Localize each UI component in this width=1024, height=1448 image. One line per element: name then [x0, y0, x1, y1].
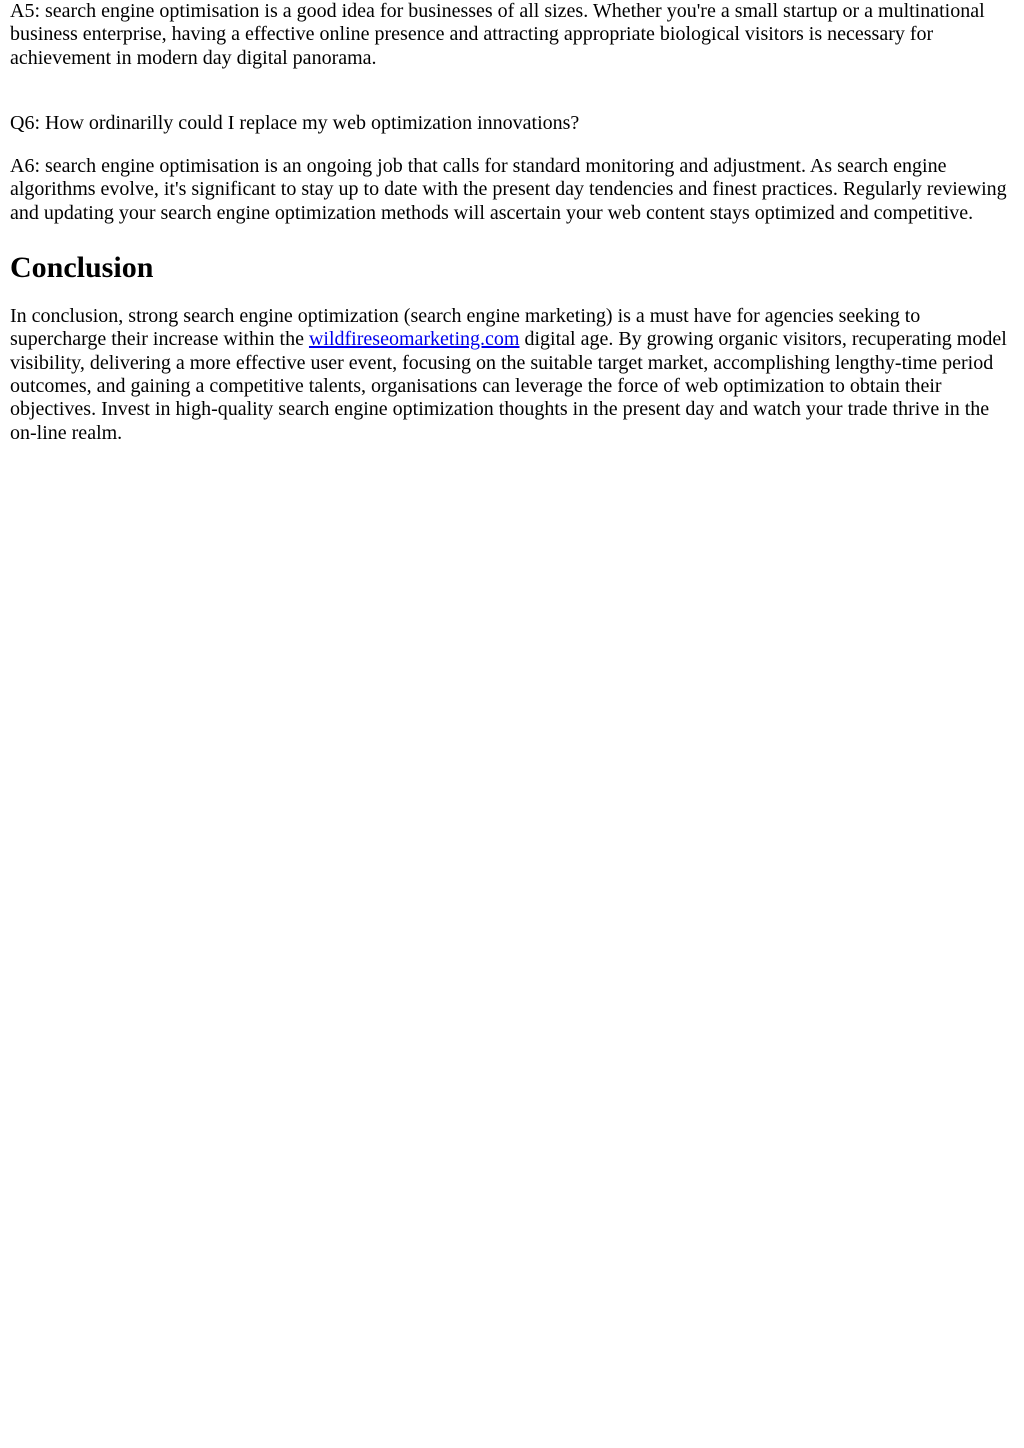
- answer-6-paragraph: A6: search engine optimisation is an ongoing job that calls for standard monitoring and adjustment. As search engine algorithms evolve, it's significant to stay up to date with the present day tendencies and finest practices. Regularly reviewing and updating your search engine optimization methods will ascertain your web content stays optimized and competitive.: [10, 155, 1007, 224]
- question-6-paragraph: Q6: How ordinarilly could I replace my web optimization innovations?: [10, 111, 580, 134]
- conclusion-heading: Conclusion: [10, 251, 154, 285]
- article-body: [0, 0, 1024, 445]
- wildfireseomarketing-link[interactable]: wildfireseomarketing.com: [308, 328, 520, 351]
- answer-5-paragraph: A5: search engine optimisation is a good idea for businesses of all sizes. Whether you're a small startup or a multinational business enterprise, having a effective online presence and attracting appropriate biological visitors is necessary for achievement in modern day digital panorama.: [10, 0, 985, 69]
- conclusion-text-before-link: In conclusion, strong search engine optimization (search engine marketing) is a must have for agencies seeking to supercharge their increase within the: [10, 305, 921, 351]
- conclusion-text-after-link: digital age. By growing organic visitors, recuperating model visibility, delivering a more effective user event, focusing on the suitable target market, accomplishing lengthy-time period outcomes, and gaining a competitive talents, organisations can leverage the force of web optimization to obtain their objectives. Invest in high-quality search engine optimization thoughts in the present day and watch your trade thrive in the on-line realm.: [10, 328, 1007, 444]
- conclusion-paragraph: [10, 305, 1014, 445]
